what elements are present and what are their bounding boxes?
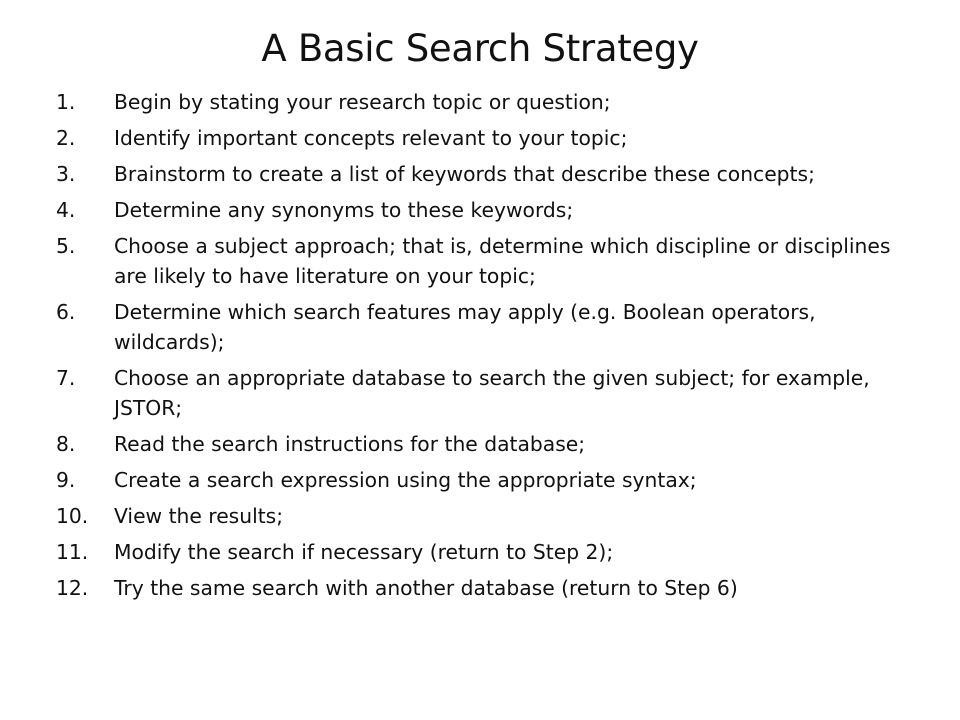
step-text: Create a search expression using the appropriate syntax; bbox=[114, 468, 697, 492]
list-item bbox=[56, 195, 906, 225]
step-number: 5. bbox=[56, 234, 76, 258]
step-text: Determine which search features may apply (e.g. Boolean operators, wildcards); bbox=[114, 300, 816, 354]
step-number: 3. bbox=[56, 162, 76, 186]
step-text: Identify important concepts relevant to your topic; bbox=[114, 126, 628, 150]
list-item bbox=[56, 159, 906, 189]
list-item bbox=[56, 363, 906, 423]
list-item bbox=[56, 501, 906, 531]
step-text: Read the search instructions for the database; bbox=[114, 432, 586, 456]
list-item bbox=[56, 297, 906, 357]
step-number: 8. bbox=[56, 432, 76, 456]
step-text: Begin by stating your research topic or question; bbox=[114, 90, 611, 114]
step-number: 6. bbox=[56, 300, 76, 324]
list-item bbox=[56, 123, 906, 153]
steps-list bbox=[56, 87, 906, 609]
step-text: Choose an appropriate database to search the given subject; for example, JSTOR; bbox=[114, 366, 870, 420]
step-text: Brainstorm to create a list of keywords that describe these concepts; bbox=[114, 162, 815, 186]
step-number: 9. bbox=[56, 468, 76, 492]
step-text: Try the same search with another database (return to Step 6) bbox=[114, 576, 738, 600]
step-text: Modify the search if necessary (return to Step 2); bbox=[114, 540, 614, 564]
step-number: 2. bbox=[56, 126, 76, 150]
step-text: Choose a subject approach; that is, determine which discipline or disciplines are likely to have literature on your topic; bbox=[114, 234, 891, 288]
step-number: 4. bbox=[56, 198, 76, 222]
step-number: 10. bbox=[56, 504, 89, 528]
step-number: 12. bbox=[56, 576, 89, 600]
list-item bbox=[56, 231, 906, 291]
list-item bbox=[56, 429, 906, 459]
list-item bbox=[56, 573, 906, 603]
slide-title: A Basic Search Strategy bbox=[261, 27, 699, 70]
list-item bbox=[56, 465, 906, 495]
step-number: 1. bbox=[56, 90, 76, 114]
step-number: 11. bbox=[56, 540, 89, 564]
list-item bbox=[56, 537, 906, 567]
step-text: View the results; bbox=[114, 504, 284, 528]
step-number: 7. bbox=[56, 366, 76, 390]
list-item bbox=[56, 87, 906, 117]
step-text: Determine any synonyms to these keywords; bbox=[114, 198, 574, 222]
